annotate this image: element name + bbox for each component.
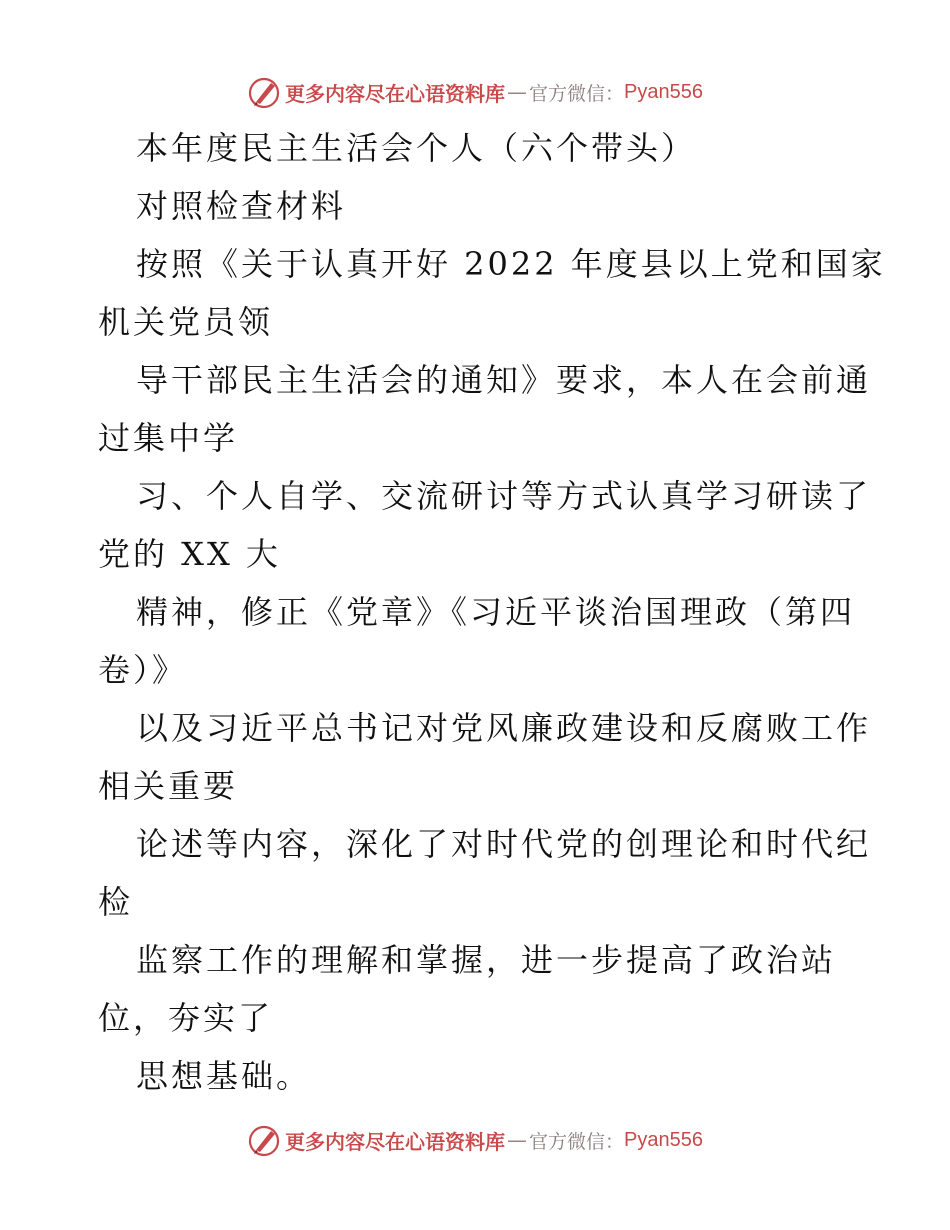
- paragraph-line: 检: [98, 883, 134, 921]
- paragraph-line: 按照《关于认真开好 2022 年度县以上党和国家: [136, 245, 886, 283]
- paragraph-line: 以及习近平总书记对党风廉政建设和反腐败工作: [136, 709, 872, 747]
- watermark-wechat-id: Pyan556: [624, 1128, 703, 1151]
- paragraph-line: 论述等内容，深化了对时代党的创理论和时代纪: [136, 825, 872, 863]
- header-watermark: [0, 72, 950, 112]
- document-title-line: 本年度民主生活会个人（六个带头）: [136, 129, 697, 167]
- paragraph-line: 卷）》: [98, 651, 188, 689]
- footer-watermark: [0, 1120, 950, 1160]
- watermark-site-text: 更多内容尽在心语资料库: [285, 1129, 505, 1154]
- watermark-dash: —: [507, 1128, 527, 1152]
- paragraph-line: 相关重要: [98, 767, 239, 805]
- watermark-wechat-label: 官方微信：: [529, 1130, 625, 1153]
- pen-circle-logo-icon: [247, 1123, 281, 1157]
- watermark-wechat-id: Pyan556: [624, 80, 703, 103]
- paragraph-line: 党的 XX 大: [98, 535, 281, 573]
- document-subtitle-line: 对照检查材料: [136, 187, 347, 225]
- paragraph-line: 习、个人自学、交流研讨等方式认真学习研读了: [136, 477, 872, 515]
- paragraph-line: 机关党员领: [98, 303, 274, 341]
- paragraph-line: 监察工作的理解和掌握，进一步提高了政治站: [136, 941, 837, 979]
- watermark-dash: —: [507, 80, 527, 104]
- paragraph-line: 位，夯实了: [98, 999, 274, 1037]
- paragraph-line: 过集中学: [98, 419, 239, 457]
- paragraph-line: 导干部民主生活会的通知》要求，本人在会前通: [136, 361, 872, 399]
- paragraph-line: 精神，修正《党章》《习近平谈治国理政（第四: [136, 593, 856, 631]
- pen-circle-logo-icon: [247, 75, 281, 109]
- watermark-wechat-label: 官方微信：: [529, 82, 625, 105]
- watermark-site-text: 更多内容尽在心语资料库: [285, 81, 505, 106]
- paragraph-line: 思想基础。: [136, 1057, 312, 1095]
